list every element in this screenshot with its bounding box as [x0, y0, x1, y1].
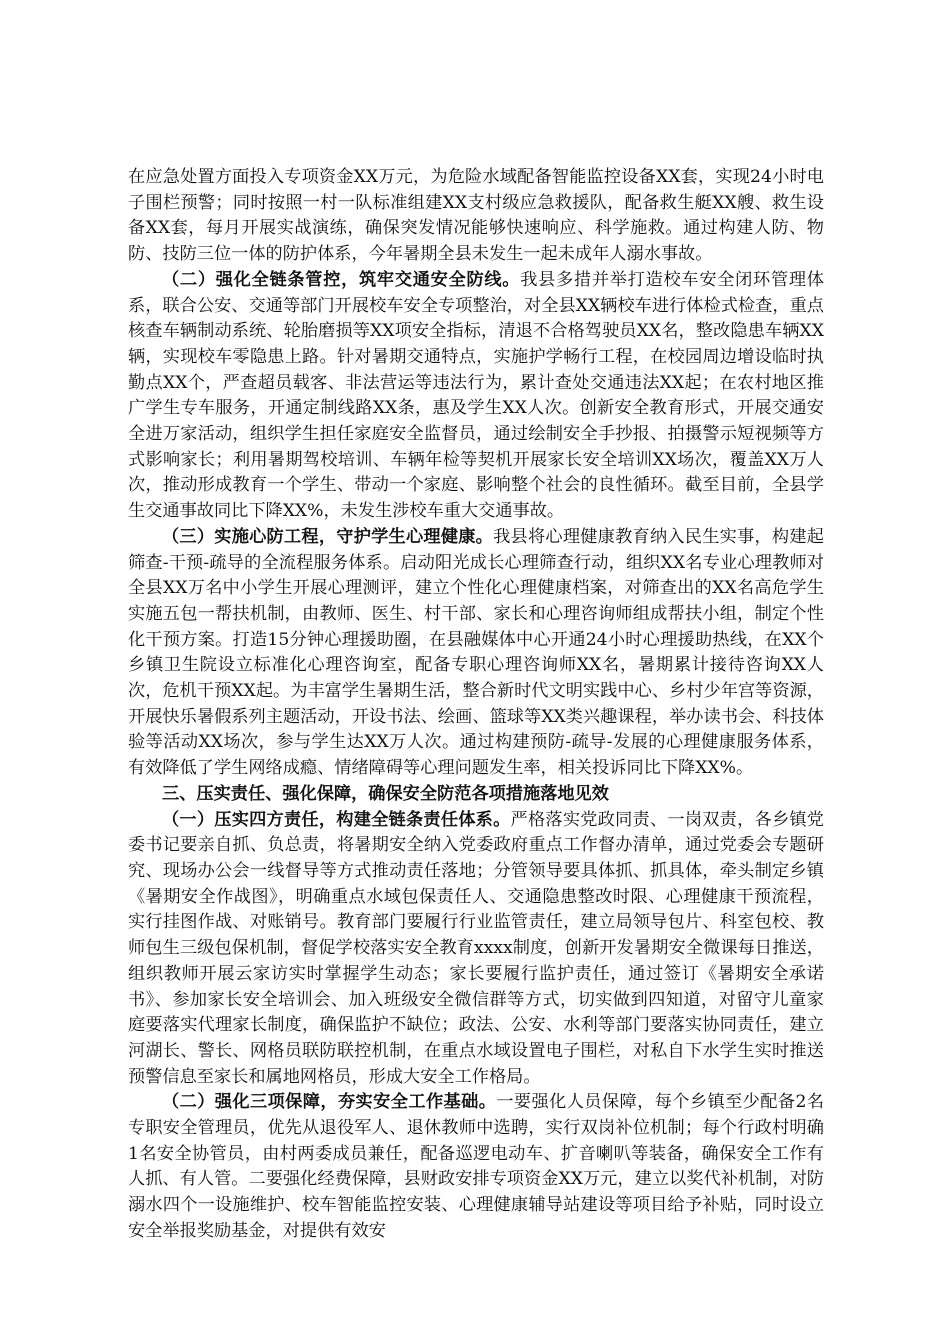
paragraph-text: 在应急处置方面投入专项资金XX万元，为危险水域配备智能监控设备XX套，实现24小时电子围栏预警；同时按照一村一队标准组建XX支村级应急救援队，配备救生艇XX艘、救生设备XX套，每月开展实战演练，确保突发情况能够快速响应、科学施救。通过构建人防、物防、技防三位一体的防护体系，今年暑期全县未发生一起未成年人溺水事故。: [128, 167, 824, 265]
paragraph-lead-heading: （二）强化全链条管控，筑牢交通安全防线。: [162, 269, 521, 290]
paragraph-lead-heading: （二）强化三项保障，夯实安全工作基础。: [162, 1092, 497, 1113]
section-heading-three: [128, 782, 824, 808]
paragraph-text: 严格落实党政同责、一岗双责，各乡镇党委书记要亲自抓、负总责，将暑期安全纳入党委政府重点工作督办清单，通过党委会专题研究、现场办公会一线督导等方式推动责任落地；分管领导要具体抓、抓具体，牵头制定乡镇《暑期安全作战图》，明确重点水域包保责任人、交通隐患整改时限、心理健康干预流程，实行挂图作战、对账销号。教育部门要履行行业监管责任，建立局领导包片、科室包校、教师包生三级包保机制，督促学校落实安全教育xxxx制度，创新开发暑期安全微课每日推送，组织教师开展云家访实时掌握学生动态；家长要履行监护责任，通过签订《暑期安全承诺书》、参加家长安全培训会、加入班级安全微信群等方式，切实做到四知道，对留守儿童家庭要落实代理家长制度，确保监护不缺位；政法、公安、水利等部门要落实协同责任，建立河湖长、警长、网格员联防联控机制，在重点水域设置电子围栏，对私自下水学生实时推送预警信息至家长和属地网格员，形成大安全工作格局。: [128, 809, 824, 1087]
paragraph-lead-heading: （三）实施心防工程，守护学生心理健康。: [162, 526, 494, 547]
section-heading-text: 三、压实责任、强化保障，确保安全防范各项措施落地见效: [162, 783, 609, 804]
paragraph-traffic-safety: [128, 268, 824, 525]
paragraph-emergency-response: [128, 165, 824, 268]
paragraph-four-party-responsibility: [128, 808, 824, 1091]
paragraph-mental-health: [128, 525, 824, 782]
paragraph-text: 我县将心理健康教育纳入民生实事，构建起筛查-干预-疏导的全流程服务体系。启动阳光成长心理筛查行动，组织XX名专业心理教师对全县XX万名中小学生开展心理测评，建立个性化心理健康档案，对筛查出的XX名高危学生实施五包一帮扶机制，由教师、医生、村干部、家长和心理咨询师组成帮扶小组，制定个性化干预方案。打造15分钟心理援助圈，在县融媒体中心开通24小时心理援助热线，在XX个乡镇卫生院设立标准化心理咨询室，配备专职心理咨询师XX名，暑期累计接待咨询XX人次，危机干预XX起。为丰富学生暑期生活，整合新时代文明实践中心、乡村少年宫等资源，开展快乐暑假系列主题活动，开设书法、绘画、篮球等XX类兴趣课程，举办读书会、科技体验等活动XX场次，参与学生达XX万人次。通过构建预防-疏导-发展的心理健康服务体系，有效降低了学生网络成瘾、情绪障碍等心理问题发生率，相关投诉同比下降XX%。: [128, 526, 824, 779]
paragraph-text: 一要强化人员保障，每个乡镇至少配备2名专职安全管理员，优先从退役军人、退休教师中选聘，实行双岗补位机制；每个行政村明确1名安全协管员，由村两委成员兼任，配备巡逻电动车、扩音喇叭等装备，确保安全工作有人抓、有人管。二要强化经费保障，县财政安排专项资金XX万元，建立以奖代补机制，对防溺水四个一设施维护、校车智能监控安装、心理健康辅导站建设等项目给予补贴，同时设立安全举报奖励基金，对提供有效安: [128, 1092, 824, 1241]
paragraph-three-guarantees: [128, 1090, 824, 1244]
paragraph-lead-heading: （一）压实四方责任，构建全链条责任体系。: [162, 809, 511, 830]
document-page: [128, 165, 824, 1245]
paragraph-text: 我县多措并举打造校车安全闭环管理体系，联合公安、交通等部门开展校车安全专项整治，对全县XX辆校车进行体检式检查，重点核查车辆制动系统、轮胎磨损等XX项安全指标，清退不合格驾驶员XX名，整改隐患车辆XX辆，实现校车零隐患上路。针对暑期交通特点，实施护学畅行工程，在校园周边增设临时执勤点XX个，严查超员载客、非法营运等违法行为，累计查处交通违法XX起；在农村地区推广学生专车服务，开通定制线路XX条，惠及学生XX人次。创新安全教育形式，开展交通安全进万家活动，组织学生担任家庭安全监督员，通过绘制安全手抄报、拍摄警示短视频等方式影响家长；利用暑期驾校培训、车辆年检等契机开展家长安全培训XX场次，覆盖XX万人次，推动形成教育一个学生、带动一个家庭、影响整个社会的良性循环。截至目前，全县学生交通事故同比下降XX%，未发生涉校车重大交通事故。: [128, 269, 824, 522]
